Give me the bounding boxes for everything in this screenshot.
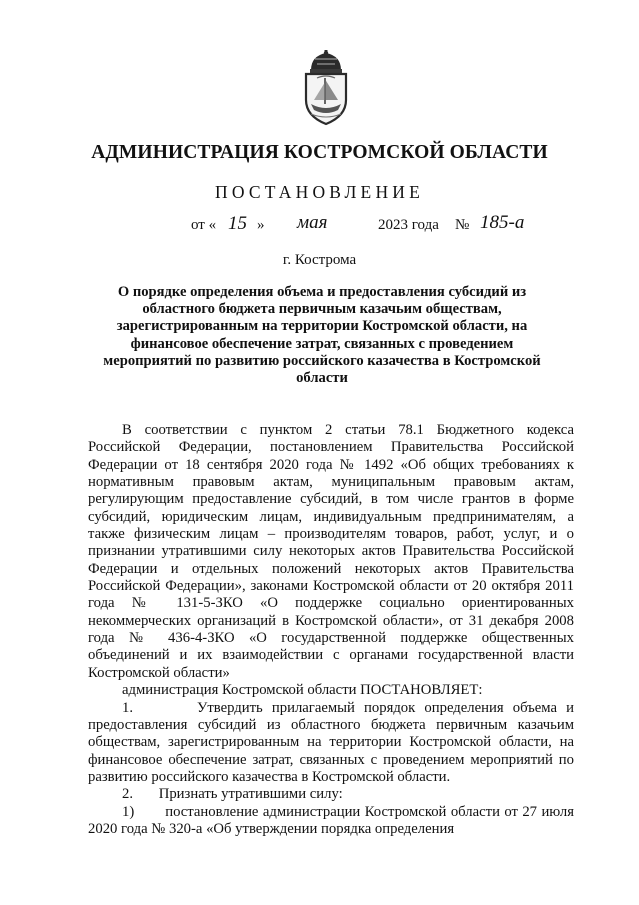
- item-2-paragraph: [88, 786, 574, 803]
- organization-heading: АДМИНИСТРАЦИЯ КОСТРОМСКОЙ ОБЛАСТИ: [91, 142, 548, 163]
- date-close-quote: »: [257, 217, 265, 233]
- document-title: О порядке определения объема и предоставления субсидий из областного бюджета первичным казачьим обществам, зарегистрированным на территории Костромской области, на финансовое обеспечение затрат, связанных с проведением мероприятий по развитию российского казачества в Костромской области: [103, 284, 541, 387]
- date-year: 2023 года: [378, 217, 439, 233]
- subitem-1-text: постановление администрации Костромской области от 27 июля 2020 года № 320-а «Об утверждении порядка определения: [88, 803, 575, 837]
- date-from-label: от «: [191, 217, 217, 233]
- item-1-paragraph: [88, 700, 574, 787]
- handwritten-number: 185-а: [480, 212, 525, 233]
- document-type-heading: ПОСТАНОВЛЕНИЕ: [214, 182, 425, 202]
- coat-of-arms-emblem: [297, 50, 355, 128]
- subitem-1-number: 1): [122, 803, 135, 820]
- item-2-number: 2.: [122, 786, 134, 803]
- handwritten-day: 15: [228, 213, 247, 234]
- subitem-1-paragraph: [88, 804, 574, 839]
- number-sign: №: [455, 217, 470, 233]
- handwritten-month: мая: [297, 212, 328, 233]
- document-body: [88, 422, 574, 838]
- city-line: г. Кострома: [282, 252, 357, 268]
- item-1-text: Утвердить прилагаемый порядок определения объема и предоставления субсидий из областного бюджета первичным казачьим обществам, зарегистрированным на территории Костромской области, на финансовое обеспечение затрат, связанных с проведением мероприятий по развитию российского казачества в Костромской области.: [88, 699, 575, 785]
- item-2-text: Признать утратившими силу:: [158, 786, 343, 803]
- preamble-paragraph: В соответствии с пунктом 2 статьи 78.1 Бюджетного кодекса Российской Федерации, постановлением Правительства Российской Федерации от 18 сентября 2020 года № 1492 «Об общих требованиях к нормативным правовым актам, муниципальным правовым актам, регулирующим предоставление субсидий, в том числе грантов в форме субсидий, юридическим лицам, индивидуальным предпринимателям, а также физическим лицам – производителям товаров, работ, услуг, и о признании утратившими силу некоторых актов Правительства Российской Федерации и отдельных положений некоторых актов Правительства Российской Федерации», законами Костромской области от 20 октября 2011 года № 131-5-ЗКО «О поддержке социально ориентированных некоммерческих организаций в Костромской области», от 31 декабря 2008 года № 436-4-ЗКО «О государственной поддержке общественных объединений и их взаимодействии с органами государственной власти Костромской области»: [88, 422, 574, 681]
- resolution-line: администрация Костромской области ПОСТАНОВЛЯЕТ:: [122, 682, 483, 699]
- item-1-number: 1.: [122, 699, 134, 716]
